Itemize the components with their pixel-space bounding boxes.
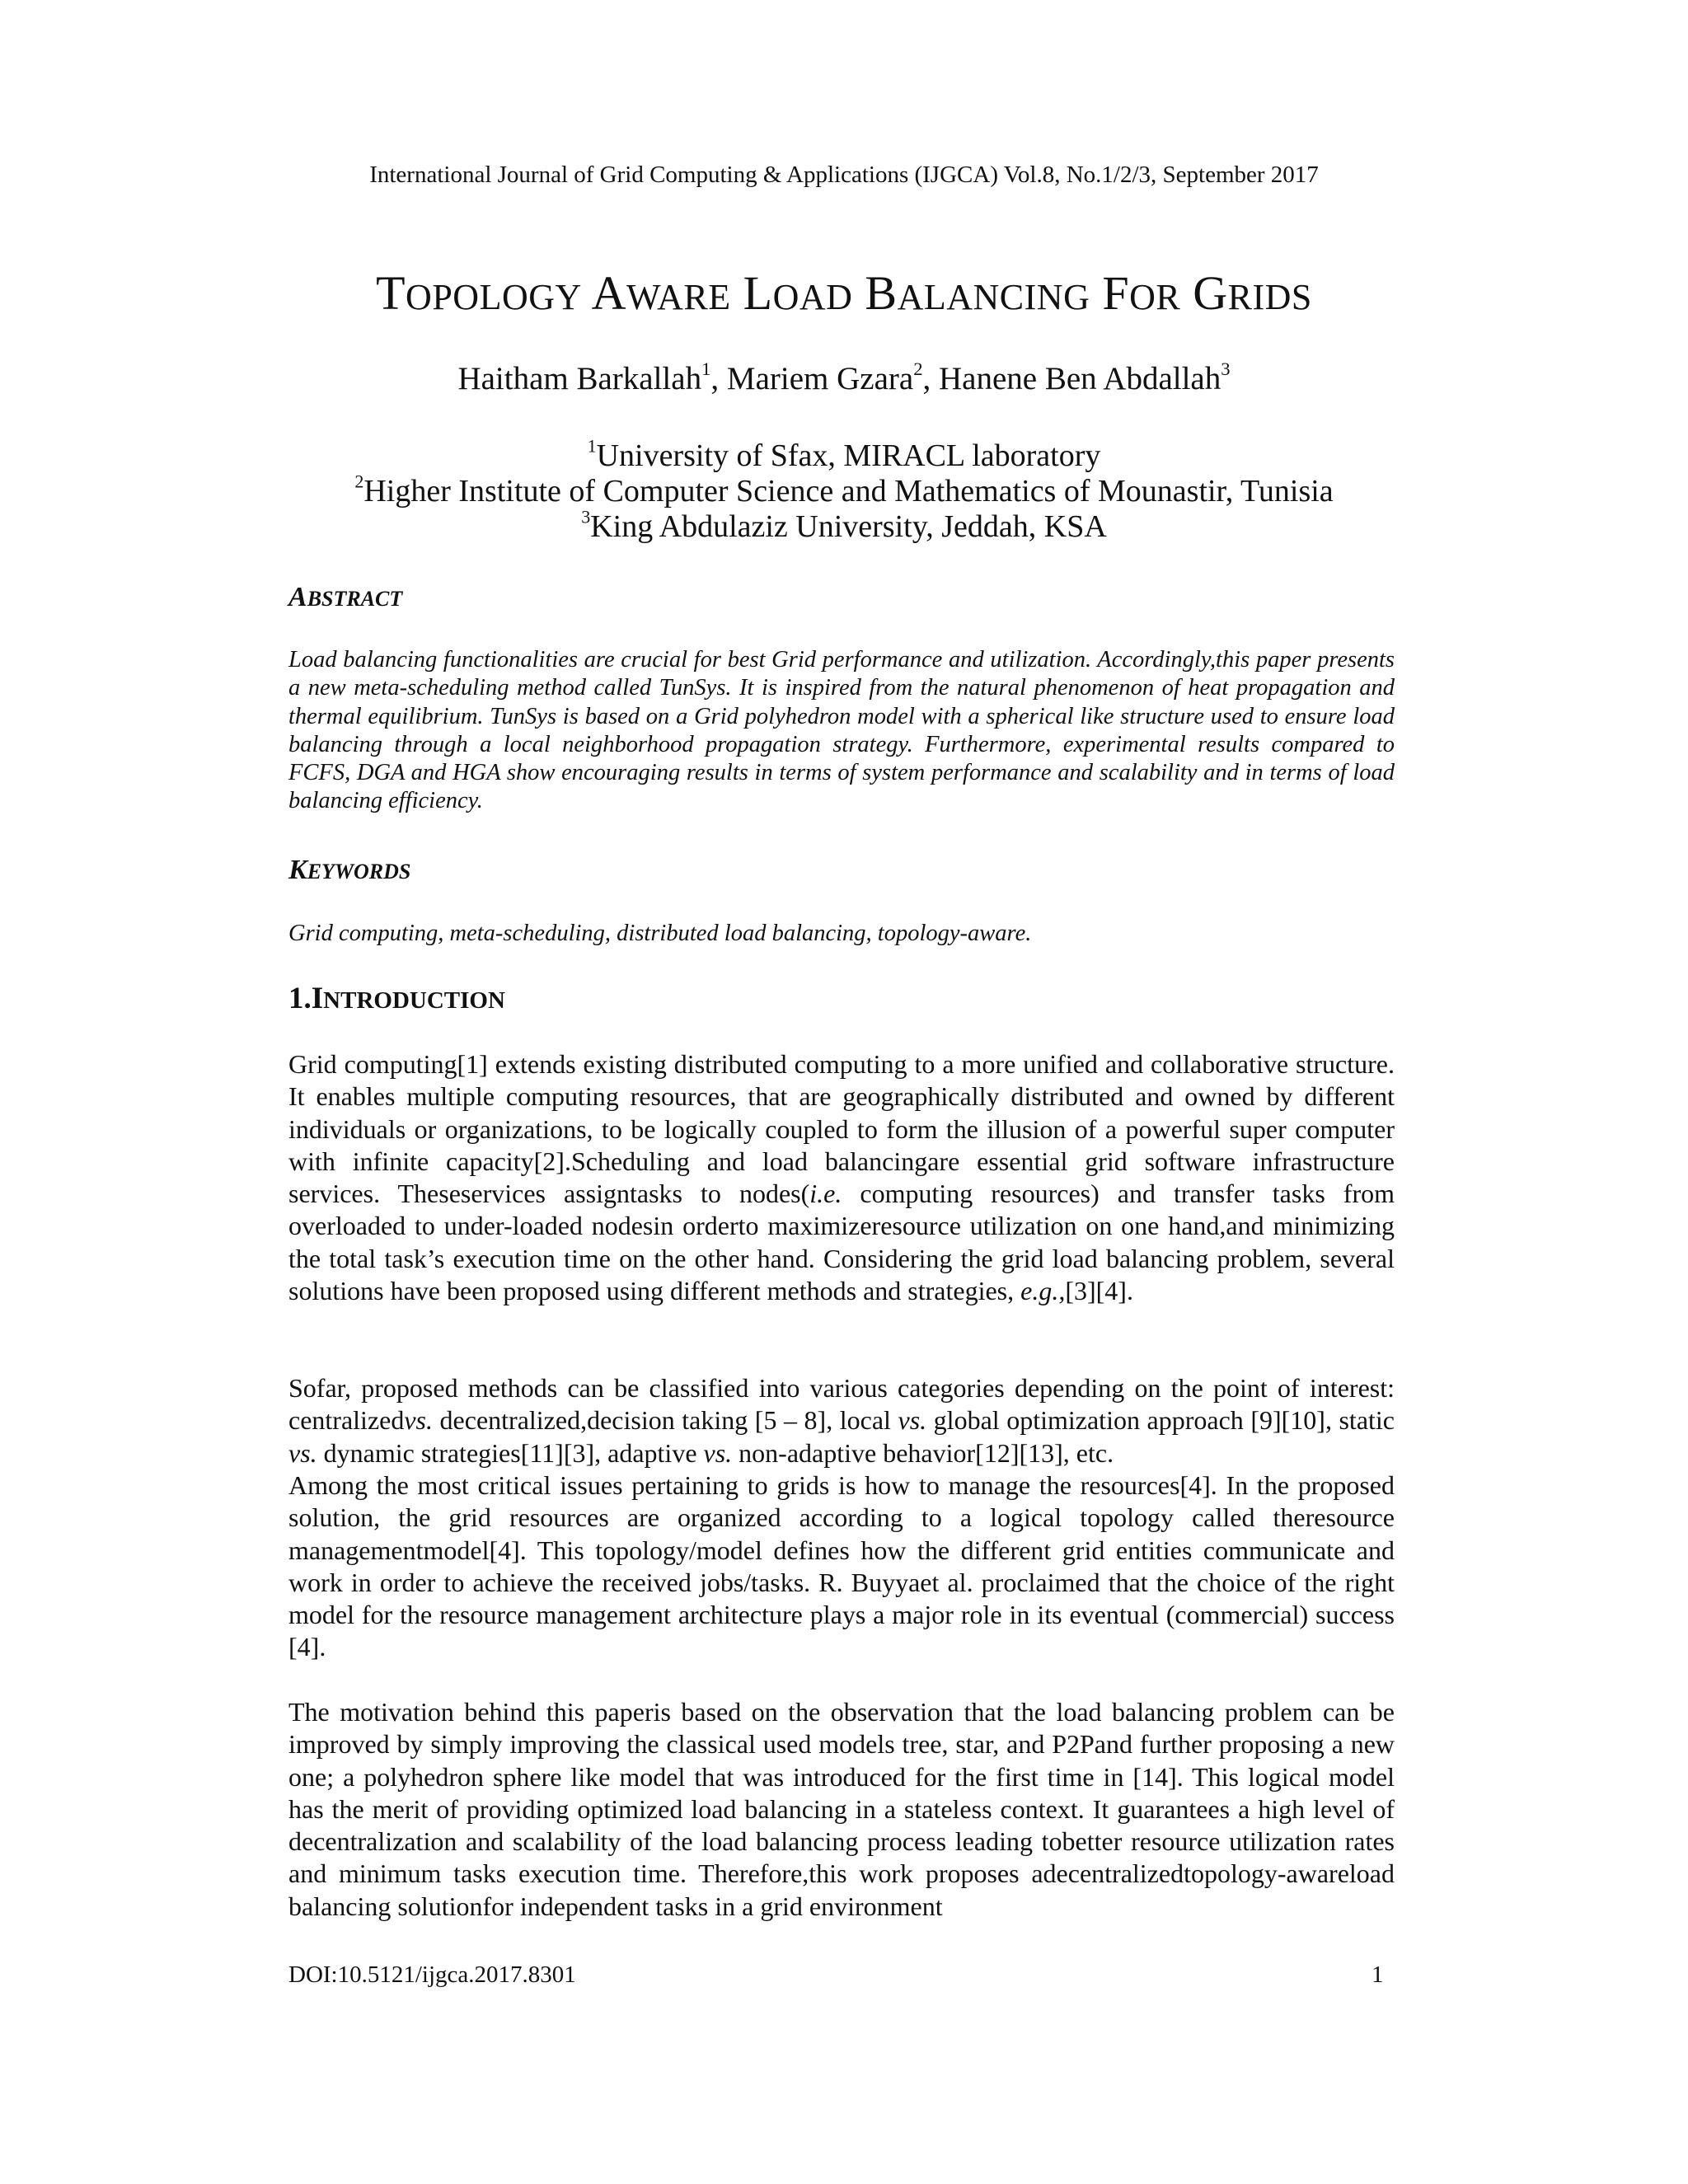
intro-paragraph-1: Grid computing[1] extends existing distributed computing to a more unified and collaborative structure. It enables multiple computing resources, that are geographically distributed and owned by different individuals or organizations, to be logically coupled to form the illusion of a powerful super computer with infinite capacity[2].Scheduling and load balancingare essential grid software infrastructure services. Theseservices assigntasks to nodes(i.e. computing resources) and transfer tasks from overloaded to under-loaded nodesin orderto maximizeresource utilization on one hand,and minimizing the total task’s execution time on the other hand. Considering the grid load balancing problem, several solutions have been proposed using different methods and strategies, e.g.,[3][4]. [288, 1049, 1395, 1306]
doi-footer: DOI:10.5121/ijgca.2017.8301 [288, 1961, 576, 1988]
affiliation-line [0, 506, 1688, 545]
affiliation-line [0, 435, 1688, 474]
author-name: Hanene Ben Abdallah [939, 361, 1221, 396]
paper-title [0, 265, 1688, 321]
affiliation-line [0, 473, 1688, 509]
title-word: AWARE [591, 266, 731, 320]
author-affil-mark: 3 [1221, 359, 1231, 380]
title-word: GRIDS [1193, 266, 1312, 320]
section-heading-introduction: 1.INTRODUCTION [288, 982, 505, 1015]
keywords-text: Grid computing, meta-scheduling, distributed load balancing, topology-aware. [288, 921, 1032, 946]
abstract-text: Load balancing functionalities are crucial for best Grid performance and utilization. Accordingly,this paper presents a new meta-scheduling method called TunSys. It is inspired from the natural phenomenon of heat propagation and thermal equilibrium. TunSys is based on a Grid polyhedron model with a spherical like structure used to ensure load balancing through a local neighborhood propagation strategy. Furthermore, experimental results compared to FCFS, DGA and HGA show encouraging results in terms of system performance and scalability and in terms of load balancing efficiency. [288, 647, 1395, 814]
affil-text: Higher Institute of Computer Science and Mathematics of Mounastir, Tunisia [363, 474, 1334, 509]
author-name: Mariem Gzara [726, 361, 914, 396]
affil-text: King Abdulaziz University, Jeddah, KSA [590, 509, 1107, 544]
intro-paragraph-3: Among the most critical issues pertaining to grids is how to manage the resources[4]. In the proposed solution, the grid resources are organized according to a logical topology called theresource managementmodel[4]. This topology/model defines how the different grid entities communicate and work in order to achieve the received jobs/tasks. R. Buyyaet al. proclaimed that the choice of the right model for the resource management architecture plays a major role in its eventual (commercial) success [4]. [288, 1470, 1395, 1662]
affil-mark: 2 [354, 471, 364, 492]
page-number: 1 [1372, 1961, 1384, 1988]
affil-mark: 1 [587, 435, 597, 457]
title-word: FOR [1102, 266, 1181, 320]
author-name: Haitham Barkallah [457, 361, 702, 396]
intro-paragraph-2: Sofar, proposed methods can be classified into various categories depending on the point of interest: centralizedvs. decentralized,decision taking [5 – 8], local vs. global optimization approach [9][10], static vs. dynamic strategies[11][3], adaptive vs. non-adaptive behavior[12][13], etc. [288, 1373, 1395, 1468]
affil-mark: 3 [581, 506, 591, 527]
abstract-heading: ABSTRACT [288, 582, 403, 612]
intro-paragraph-4: The motivation behind this paperis based on the observation that the load balancing problem can be improved by simply improving the classical used models tree, star, and P2Pand further proposing a new one; a polyhedron sphere like model that was introduced for the first time in [14]. This logical model has the merit of providing optimized load balancing in a stateless context. It guarantees a high level of decentralization and scalability of the load balancing process leading tobetter resource utilization rates and minimum tasks execution time. Therefore,this work proposes adecentralizedtopology-awareload balancing solutionfor independent tasks in a grid environment [288, 1697, 1395, 1921]
keywords-heading: KEYWORDS [288, 855, 411, 885]
journal-header: International Journal of Grid Computing & Applications (IJGCA) Vol.8, No.1/2/3, September 2017 [369, 162, 1319, 188]
author-affil-mark: 2 [913, 359, 923, 380]
affil-text: University of Sfax, MIRACL laboratory [596, 438, 1101, 473]
title-word: TOPOLOGY [376, 266, 582, 320]
author-list: Haitham Barkallah$^1$, Mariem Gzara$^2$, Hanene Ben Abdallah$^3$ [457, 359, 1231, 396]
title-word: LOAD [743, 266, 853, 320]
author-affil-mark: 1 [701, 359, 711, 380]
title-word: BALANCING [865, 266, 1090, 320]
